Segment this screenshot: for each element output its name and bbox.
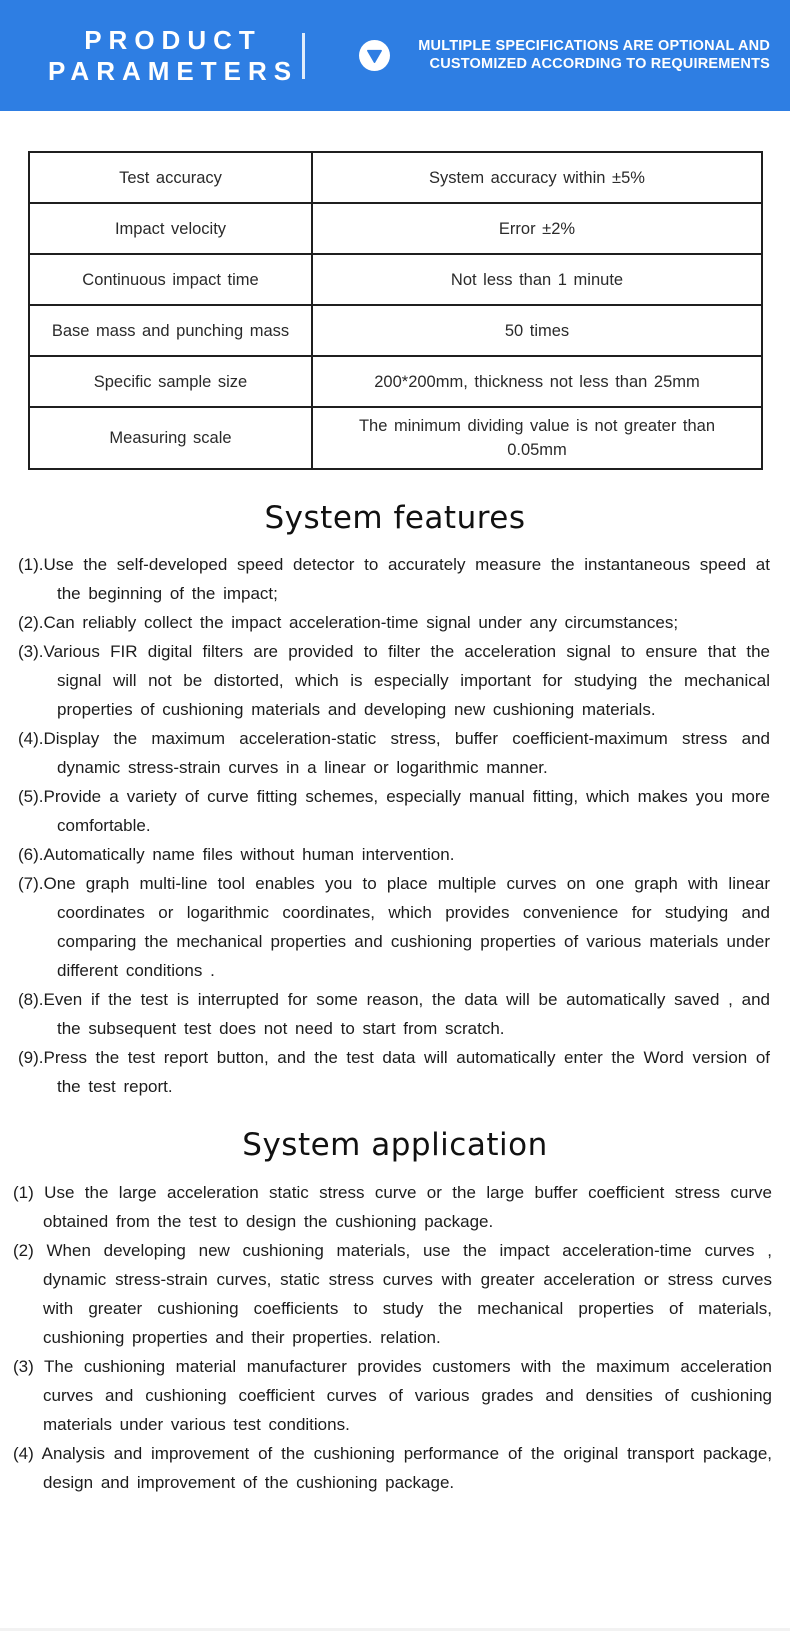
header-right	[305, 38, 790, 73]
product-parameters-header	[0, 0, 790, 111]
list-item: (1) Use the large acceleration static stress curve or the large buffer coefficient stress curve obtained from the test to design the cushioning package.	[13, 1183, 772, 1231]
header-title-line2: PARAMETERS	[48, 55, 299, 86]
spec-value: The minimum dividing value is not greater than 0.05mm	[312, 407, 762, 469]
spec-value: 50 times	[312, 305, 762, 356]
table-row	[29, 254, 762, 305]
system-features-list	[0, 550, 790, 1101]
system-application-title: System application	[242, 1127, 548, 1163]
list-item: (4) Analysis and improvement of the cushioning performance of the original transport package, design and improvement of the cushioning package.	[13, 1444, 772, 1492]
header-title	[48, 25, 298, 87]
list-item: (1).Use the self-developed speed detector to accurately measure the instantaneous speed at the beginning of the impact;	[18, 555, 770, 603]
list-item: (2) When developing new cushioning materials, use the impact acceleration-time curves , dynamic stress-strain curves, static stress curves with greater acceleration or stress curves with greater cushioning coefficients to study the mechanical properties of materials, cushioning properties and their properties. relation.	[13, 1241, 772, 1347]
spec-label: Impact velocity	[29, 203, 312, 254]
table-row	[29, 356, 762, 407]
system-features-title: System features	[264, 500, 526, 536]
list-item: (2).Can reliably collect the impact acceleration-time signal under any circumstances;	[18, 613, 679, 632]
list-item: (8).Even if the test is interrupted for some reason, the data will be automatically saved , and the subsequent test does not need to start from scratch.	[18, 990, 770, 1038]
header-badge-line1: MULTIPLE SPECIFICATIONS ARE OPTIONAL AND	[418, 38, 770, 54]
list-item: (4).Display the maximum acceleration-static stress, buffer coefficient-maximum stress and dynamic stress-strain curves in a linear or logarithmic manner.	[18, 729, 770, 777]
spec-value: System accuracy within ±5%	[312, 152, 762, 203]
spec-value: Error ±2%	[312, 203, 762, 254]
spec-label: Specific sample size	[29, 356, 312, 407]
table-row	[29, 152, 762, 203]
list-item: (6).Automatically name files without human intervention.	[18, 845, 455, 864]
header-title-line1: PRODUCT	[84, 24, 262, 55]
spec-label: Continuous impact time	[29, 254, 312, 305]
header-badge-line2: CUSTOMIZED ACCORDING TO REQUIREMENTS	[429, 55, 770, 72]
table-row	[29, 305, 762, 356]
list-item: (9).Press the test report button, and the test data will automatically enter the Word version of the test report.	[18, 1048, 770, 1096]
spec-value: 200*200mm, thickness not less than 25mm	[312, 356, 762, 407]
system-application-list	[0, 1178, 790, 1497]
list-item: (3).Various FIR digital filters are provided to filter the acceleration signal to ensure that the signal will not be distorted, which is especially important for studying the mechanical properties of cushioning materials and developing new cushioning materials.	[18, 642, 770, 719]
header-badge	[390, 38, 790, 73]
spec-value: Not less than 1 minute	[312, 254, 762, 305]
triangle-down-in-circle-icon	[359, 40, 390, 71]
table-row	[29, 203, 762, 254]
spec-label: Measuring scale	[29, 407, 312, 469]
list-item: (7).One graph multi-line tool enables you to place multiple curves on one graph with linear coordinates or logarithmic coordinates, which provides convenience for studying and comparing the mechanical properties and cushioning properties of various materials under different conditions .	[18, 874, 770, 980]
spec-table	[28, 151, 763, 470]
list-item: (3) The cushioning material manufacturer provides customers with the maximum acceleration curves and cushioning coefficient curves of various grades and densities of cushioning materials under various test conditions.	[13, 1357, 772, 1434]
spec-label: Test accuracy	[29, 152, 312, 203]
table-row	[29, 407, 762, 469]
list-item: (5).Provide a variety of curve fitting schemes, especially manual fitting, which makes you more comfortable.	[18, 787, 770, 835]
spec-label: Base mass and punching mass	[29, 305, 312, 356]
